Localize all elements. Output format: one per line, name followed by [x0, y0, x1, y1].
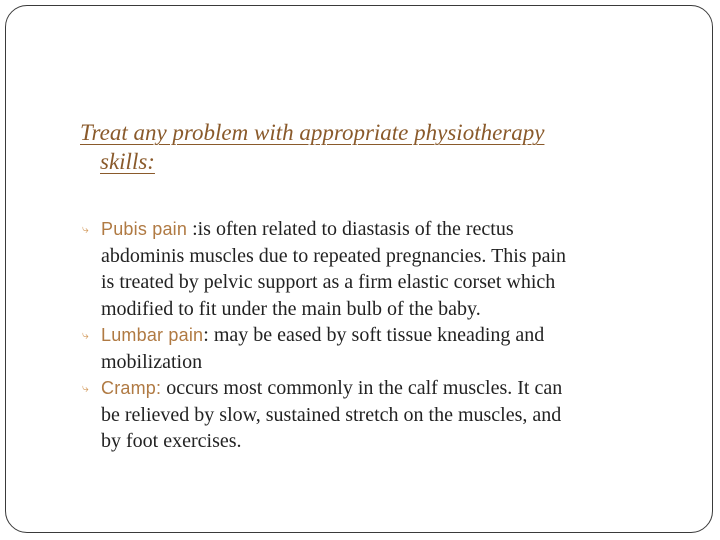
- bullet-line: modified to fit under the main bulb of the baby.: [101, 297, 481, 320]
- bullet-term: Pubis pain: [101, 219, 188, 239]
- bullet-term: Lumbar pain: [101, 325, 204, 345]
- bullet-line: is treated by pelvic support as a firm elastic corset which: [101, 271, 556, 293]
- title-line-1: Treat any problem with appropriate physiotherapy: [80, 120, 545, 145]
- slide-title: [80, 118, 670, 176]
- bullet-pubis-pain: [80, 216, 680, 322]
- bullet-line: mobilization: [101, 350, 203, 373]
- bullet-line: [101, 322, 680, 349]
- bullet-line: [101, 216, 680, 243]
- bullet-cramp: [80, 375, 680, 455]
- bullet-lumbar-pain: [80, 322, 680, 375]
- bullet-line: [101, 375, 680, 402]
- bullet-line: abdominis muscles due to repeated pregnancies. This pain: [101, 244, 567, 267]
- bullet-text: :is often related to diastasis of the rectus: [187, 218, 514, 240]
- bullet-line: by foot exercises.: [101, 430, 242, 452]
- bullet-text: : may be eased by soft tissue kneading and: [203, 324, 545, 346]
- curved-arrow-bullet-icon: ⤷: [82, 222, 89, 236]
- title-line-2: skills:: [100, 149, 155, 174]
- curved-arrow-bullet-icon: ⤷: [82, 328, 89, 342]
- bullet-term: Cramp:: [101, 378, 162, 398]
- curved-arrow-bullet-icon: ⤷: [82, 381, 89, 395]
- bullet-line: be relieved by slow, sustained stretch on the muscles, and: [101, 403, 562, 426]
- bullet-list: [80, 216, 680, 455]
- bullet-text: occurs most commonly in the calf muscles. It can: [161, 377, 563, 399]
